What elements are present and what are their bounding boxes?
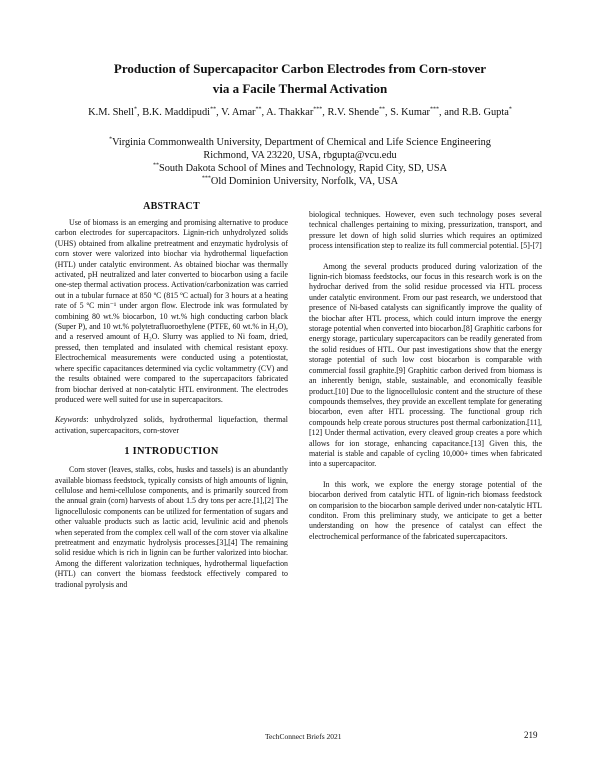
author-name: S. Kumar [390,107,431,118]
left-column [55,201,288,590]
author-list [20,106,580,119]
affiliation-text: South Dakota School of Mines and Technology, Rapid City, SD, USA [158,163,448,174]
right-paragraph-2: Among the several products produced during valorization of the lignin-rich biomass feedstocks, our focus in this research work is on the hydrochar derived from the solid residue processed via HTL process under catalytic environment. From our past research, we understood that presence of Ni-based catalysts can significantly improve the quality of the biochar after HTL process, which could inturn improve the energy storage potential when converted into biocarbon.[8] Graphitic carbons for energy storage, particulary supercapacitors can be readily generated from the solid residues of HTL. Our past investigations show that the energy storage potential of such low cost biocarbon is comparable with commercial fossil graphite.[9] Graphitic carbon derived from biomass is an inherently benign, stable, sustainable, and economically feasible product.[10] Due to the lignocellulosic content and the structure of these compounds themselves, they provide an excellent template for generating biocarbon, even after HTL processing. The functional group rich compounds help create porous structures post thermal carbonization.[11],[12] Under thermal activation, every cleaved group creates a pore which allows for ion storage, enhancing capacitance.[13] Given this, the material is stable and capable of cycling 10,000+ times when fabricated into a supercapacitor. [309,261,542,469]
author-separator: , [137,107,143,118]
author-name: R.B. Gupta [461,107,509,118]
author-affiliation-marker: * [134,106,138,113]
affiliation-text: Old Dominion University, Norfolk, VA, USA [210,176,399,187]
paper-title-line-1: Production of Supercapacitor Carbon Electrodes from Corn-stover [113,61,487,76]
author-affiliation-marker: *** [313,106,323,113]
author-affiliation-marker: *** [430,106,440,113]
author-separator: , [322,107,328,118]
author-name: V. Amar [221,107,256,118]
author-name: A. Thakkar [266,107,314,118]
author-affiliation-marker: ** [210,106,217,113]
right-column [309,210,542,542]
introduction-heading: 1 INTRODUCTION [124,446,219,458]
introduction-paragraph-1: Corn stover (leaves, stalks, cobs, husks and tassels) is an abundantly available biomass feedstock, typically consists of high amounts of lignin, cellulose and hemi-cellulose components, and is primarily sourced from the annual grain (corn) harvests of about 1.5 dry tons per acre.[1],[2] The lignocellulosic components can be utilized for fermentation of sugars and other valuable products such as lactic acid, levulinic acid and phenols when seperated from the complex cell wall of the corn stover via alkaline pretreatment and enzymatic hydrolysis processes.[3],[4] The remaining solid residue which is rich in lignin can be further valorized into biochar. Among the different valorization techniques, hydrothermal liquefaction (HTL) can convert the biomass feedstock effectively compared to tradional pyrolysis and [55,465,288,589]
author-affiliation-marker: * [508,106,512,113]
affiliation-2 [40,162,560,175]
author-name: R.V. Shende [327,107,379,118]
author-separator: , [261,107,267,118]
author-name: B.K. Maddipudi [142,107,211,118]
affiliation-marker: * [109,136,113,143]
keywords-list: : unhydrolyzed solids, hydrothermal liquefaction, thermal activation, supercapacitors, corn-stover [55,415,288,435]
abstract-body: Use of biomass is an emerging and promising alternative to produce carbon electrodes for supercapacitors. Lignin-rich unhydrolyzed solids (UHS) obtained from alkaline pretreatment and enzymatic hydrolysis of corn stover were valorized into biochar via hydrothermal liquefaction (HTL) under catalytic environment. As obtained biochar was thermally activated, pH neutralized and later converted to biocarbon using a facile one-step thermal activation process. Activation/carbonization was carried out in a tubular furnace at 850 ºC (815 ºC actual) for 3 hours at a heating rate of 5 ºC min⁻¹ under argon flow. Electrode ink was formulated by combining 80 wt.% biocarbon, 10 wt.% high conducting carbon black (Super P), and 10 wt.% polytetrafluoroethylene (PTFE, 60 wt.% in H₂O), and a reserved amount of H₂O. Slurry was applied to Ni foam, dried, pressed, then templated and insulated with chemical resistant epoxy. Electrochemical measurements were conducted using a potentiostat, where specific capacitances determined via cyclic voltammetry (CV) and the results obtained were compared to the supercapacitors fabricated from biochar derived at non-catalytic HTL environment. The electrodes produced were well suited for use in supercapacitors. [55,218,288,404]
paper-title-line-2: via a Facile Thermal Activation [212,81,388,96]
right-paragraph-1: biological techniques. However, even such technology poses several technical challenges pertaining to mixing, pressurization, transport, and pressure let down of high solid slurries which requires an optimized process intensification step to realize its full commercial potential. [5]-[7] [309,210,542,251]
abstract-heading: ABSTRACT [143,201,200,212]
affiliation-3 [40,175,560,188]
author-separator: , [384,107,391,118]
author-affiliation-marker: ** [378,106,385,113]
footer-text: TechConnect Briefs 2021 [265,732,342,741]
author-separator: , [216,107,222,118]
right-paragraph-3: In this work, we explore the energy storage potential of the biocarbon derived from catalytic HTL of lignin-rich biomass feedstock on comparision to the biocarbon sample derived under non-catalytic HTL conditon. From this preliminary study, we anticipate to get a better understanding on how the presence of catalyst can effect the electrochemical performance of the fabricated supercapacitors. [309,479,542,541]
author-affiliation-marker: ** [255,106,262,113]
author-name: K.M. Shell [88,107,135,118]
affiliation-marker: ** [152,162,159,169]
author-separator: , and [439,107,462,118]
keywords-label: Keywords [55,415,87,425]
affiliation-1-address [40,149,560,162]
page-number: 219 [524,730,538,740]
affiliation-text: Virginia Commonwealth University, Department of Chemical and Life Science Engineering [112,137,491,148]
affiliation-text: Richmond, VA 23220, USA, rbgupta@vcu.edu [203,150,397,161]
affiliation-marker: *** [201,175,211,182]
affiliation-1 [40,136,560,149]
keywords [55,415,288,436]
